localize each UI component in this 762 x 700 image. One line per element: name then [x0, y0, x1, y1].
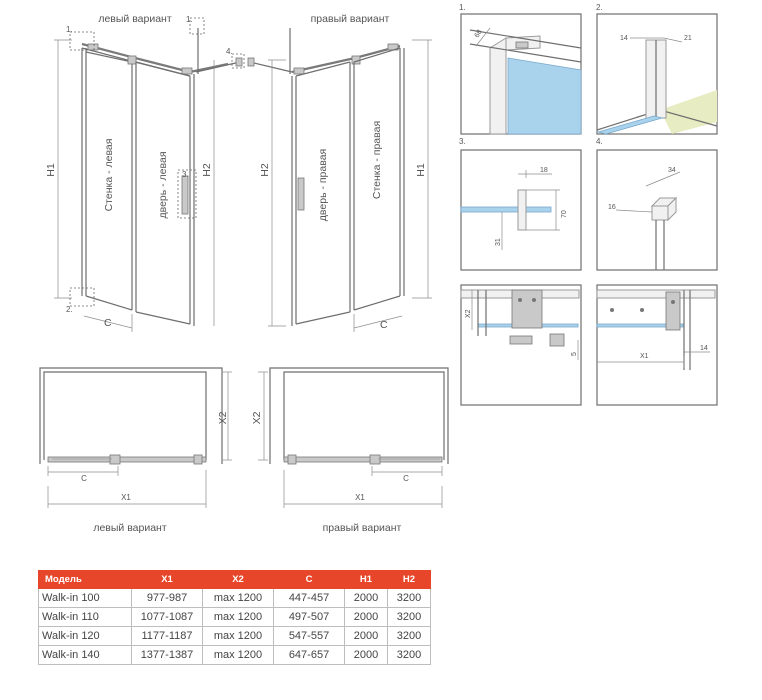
detail-4-label: 4. [596, 137, 603, 146]
door-right-label: дверь - правая [317, 148, 329, 222]
callout-3-left: 3. [182, 170, 189, 179]
c-cell: 447-457 [274, 589, 345, 608]
header-model: Модель [39, 571, 132, 589]
detail-3 [459, 137, 581, 270]
header-x1: X1 [132, 571, 203, 589]
detail-1 [459, 3, 581, 134]
table-row [39, 589, 431, 608]
right-plan [251, 368, 448, 534]
right-elevation [248, 13, 432, 332]
specifications-table [38, 570, 431, 665]
detail-2 [596, 3, 717, 134]
h1-cell: 2000 [345, 646, 388, 665]
callout-4-left: 4. [226, 47, 233, 56]
detail-6 [597, 285, 717, 405]
c-cell: 547-557 [274, 627, 345, 646]
detail-1-label: 1. [459, 3, 466, 12]
x1-cell: 1377-1387 [132, 646, 203, 665]
detail-4 [596, 137, 717, 270]
door-left-label: дверь - левая [157, 151, 169, 219]
right-plan-caption: правый вариант [322, 522, 402, 534]
detail-4-dim-16: 16 [608, 204, 616, 211]
x1-label-right-plan: X1 [355, 493, 365, 502]
x1-cell: 1177-1187 [132, 627, 203, 646]
header-h2: H2 [388, 571, 431, 589]
left-variant-title: левый вариант [98, 13, 172, 25]
detail-3-label: 3. [459, 137, 466, 146]
h1-label-right: H1 [415, 163, 427, 177]
x1-cell: 977-987 [132, 589, 203, 608]
callout-2-left: 2. [66, 305, 73, 314]
detail-6-dim-x1: X1 [640, 353, 649, 360]
h2-cell: 3200 [388, 627, 431, 646]
left-plan [40, 368, 232, 534]
detail-4-dim-34: 34 [668, 167, 676, 174]
c-label-right-plan: C [403, 474, 409, 483]
detail-1-dim-68: 68 [473, 28, 484, 39]
callout-1-left: 1. [186, 15, 193, 24]
h1-label-left: H1 [45, 163, 57, 177]
table-row [39, 646, 431, 665]
detail-2-dim-14: 14 [620, 35, 628, 42]
h2-label-left: H2 [201, 163, 213, 177]
c-label-right-elev: C [380, 319, 388, 331]
model-cell: Walk-in 140 [39, 646, 132, 665]
wall-left-label: Стенка - левая [103, 138, 115, 212]
x1-label-left-plan: X1 [121, 493, 131, 502]
model-cell: Walk-in 110 [39, 608, 132, 627]
header-x2: X2 [203, 571, 274, 589]
table-row [39, 627, 431, 646]
left-elevation [45, 13, 244, 332]
h1-cell: 2000 [345, 608, 388, 627]
detail-5-dim-x2: X2 [465, 309, 472, 318]
table-row [39, 608, 431, 627]
model-cell: Walk-in 100 [39, 589, 132, 608]
detail-2-dim-21: 21 [684, 35, 692, 42]
x2-cell: max 1200 [203, 589, 274, 608]
c-cell: 497-507 [274, 608, 345, 627]
x2-label-left-plan: X2 [217, 411, 229, 425]
right-variant-title: правый вариант [310, 13, 390, 25]
detail-2-label: 2. [596, 3, 603, 12]
h2-cell: 3200 [388, 608, 431, 627]
wall-right-label: Стенка - правая [371, 120, 383, 200]
detail-3-dim-31: 31 [495, 238, 502, 246]
table-header-row [39, 571, 431, 589]
x2-cell: max 1200 [203, 646, 274, 665]
x2-label-right-plan: X2 [251, 411, 263, 425]
x2-cell: max 1200 [203, 627, 274, 646]
x2-cell: max 1200 [203, 608, 274, 627]
detail-3-dim-70: 70 [561, 210, 568, 218]
c-label-left-elev: C [104, 317, 112, 329]
header-h1: H1 [345, 571, 388, 589]
c-label-left-plan: C [81, 474, 87, 483]
c-cell: 647-657 [274, 646, 345, 665]
h1-cell: 2000 [345, 589, 388, 608]
h1-cell: 2000 [345, 627, 388, 646]
model-cell: Walk-in 120 [39, 627, 132, 646]
detail-5-dim-5: 5 [571, 352, 578, 356]
detail-6-dim-14: 14 [700, 345, 708, 352]
left-plan-caption: левый вариант [93, 522, 167, 534]
h2-cell: 3200 [388, 589, 431, 608]
detail-5 [461, 285, 581, 405]
x1-cell: 1077-1087 [132, 608, 203, 627]
h2-label-right: H2 [259, 163, 271, 177]
callout-1-left-b: 1. [66, 25, 73, 34]
h2-cell: 3200 [388, 646, 431, 665]
detail-3-dim-18: 18 [540, 167, 548, 174]
header-c: C [274, 571, 345, 589]
